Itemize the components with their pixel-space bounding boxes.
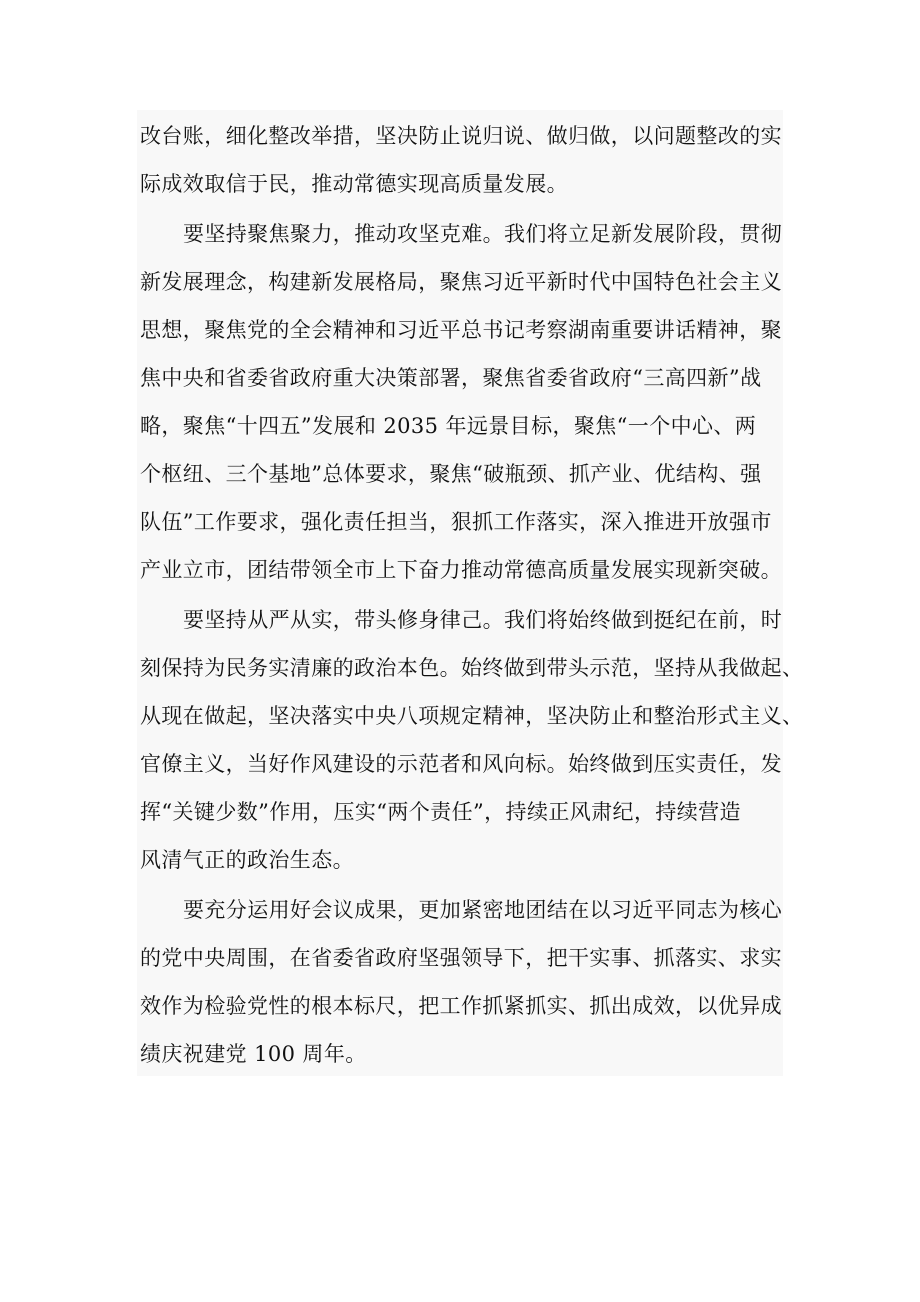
text-line: 效作为检验党性的根本标尺，把工作抓紧抓实、抓出成效，以优异成 (140, 994, 782, 1018)
text-line: 队伍”工作要求，强化责任担当，狠抓工作落实，深入推进开放强市 (140, 510, 772, 534)
text-line: 从现在做起，坚决落实中央八项规定精神，坚决防止和整治形式主义、 (140, 704, 804, 728)
text-line: 绩庆祝建党 100 周年。 (140, 1042, 367, 1066)
text-block (137, 110, 804, 1076)
text-line: 刻保持为民务实清廉的政治本色。始终做到带头示范，坚持从我做起、 (140, 656, 804, 680)
text-line: 官僚主义，当好作风建设的示范者和风向标。始终做到压实责任，发 (140, 752, 782, 776)
text-line: 挥“关键少数”作用，压实“两个责任”，持续正风肃纪，持续营造 (140, 800, 741, 824)
text-line: 改台账，细化整改举措，坚决防止说归说、做归做，以问题整改的实 (140, 124, 782, 148)
text-line: 际成效取信于民，推动常德实现高质量发展。 (140, 172, 568, 196)
text-line: 思想，聚焦党的全会精神和习近平总书记考察湖南重要讲话精神，聚 (140, 318, 782, 342)
text-line: 个枢纽、三个基地”总体要求，聚焦“破瓶颈、抓产业、优结构、强 (140, 462, 762, 486)
text-line: 焦中央和省委省政府重大决策部署，聚焦省委省政府“三高四新”战 (140, 366, 762, 390)
paragraph-start-line: 要坚持从严从实，带头修身律己。我们将始终做到挺纪在前，时 (183, 608, 783, 632)
text-line: 产业立市，团结带领全市上下奋力推动常德高质量发展实现新突破。 (140, 558, 782, 582)
text-line: 新发展理念，构建新发展格局，聚焦习近平新时代中国特色社会主义 (140, 270, 782, 294)
text-line: 的党中央周围，在省委省政府坚强领导下，把干实事、抓落实、求实 (140, 946, 782, 970)
paragraph-start-line: 要坚持聚焦聚力，推动攻坚克难。我们将立足新发展阶段，贯彻 (183, 222, 783, 246)
paragraph-start-line: 要充分运用好会议成果，更加紧密地团结在以习近平同志为核心 (183, 898, 783, 922)
text-line: 风清气正的政治生态。 (140, 848, 354, 872)
text-line: 略，聚焦“十四五”发展和 2035 年远景目标，聚焦“一个中心、两 (140, 414, 757, 438)
